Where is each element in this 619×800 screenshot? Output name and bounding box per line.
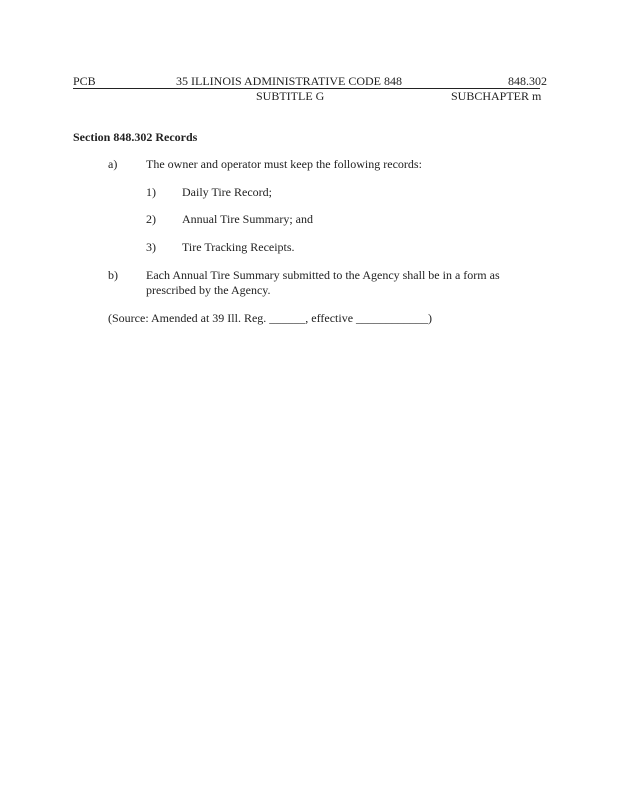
list-item-text: Daily Tire Record; [182, 185, 272, 199]
list-item-number: 2) [146, 212, 156, 226]
list-item-number: 1) [146, 185, 156, 199]
section-title: Section 848.302 Records [73, 130, 198, 144]
source-note: (Source: Amended at 39 Ill. Reg. ______, effective ____________) [108, 311, 433, 325]
header-subchapter: SUBCHAPTER m [451, 89, 542, 103]
subsection-b-label: b) [108, 268, 118, 282]
header-agency: PCB [73, 74, 96, 88]
subsection-b-text-line1: Each Annual Tire Summary submitted to the Agency shall be in a form as [146, 268, 500, 282]
header-code-title: 35 ILLINOIS ADMINISTRATIVE CODE 848 [176, 74, 402, 88]
subsection-b-text-line2: prescribed by the Agency. [146, 283, 271, 297]
header-subtitle: SUBTITLE G [256, 89, 325, 103]
header-section-number: 848.302 [508, 74, 547, 88]
subsection-a-label: a) [108, 157, 118, 171]
list-item-number: 3) [146, 240, 156, 254]
subsection-a-text: The owner and operator must keep the following records: [146, 157, 422, 171]
list-item-text: Annual Tire Summary; and [182, 212, 313, 226]
list-item-text: Tire Tracking Receipts. [182, 240, 295, 254]
